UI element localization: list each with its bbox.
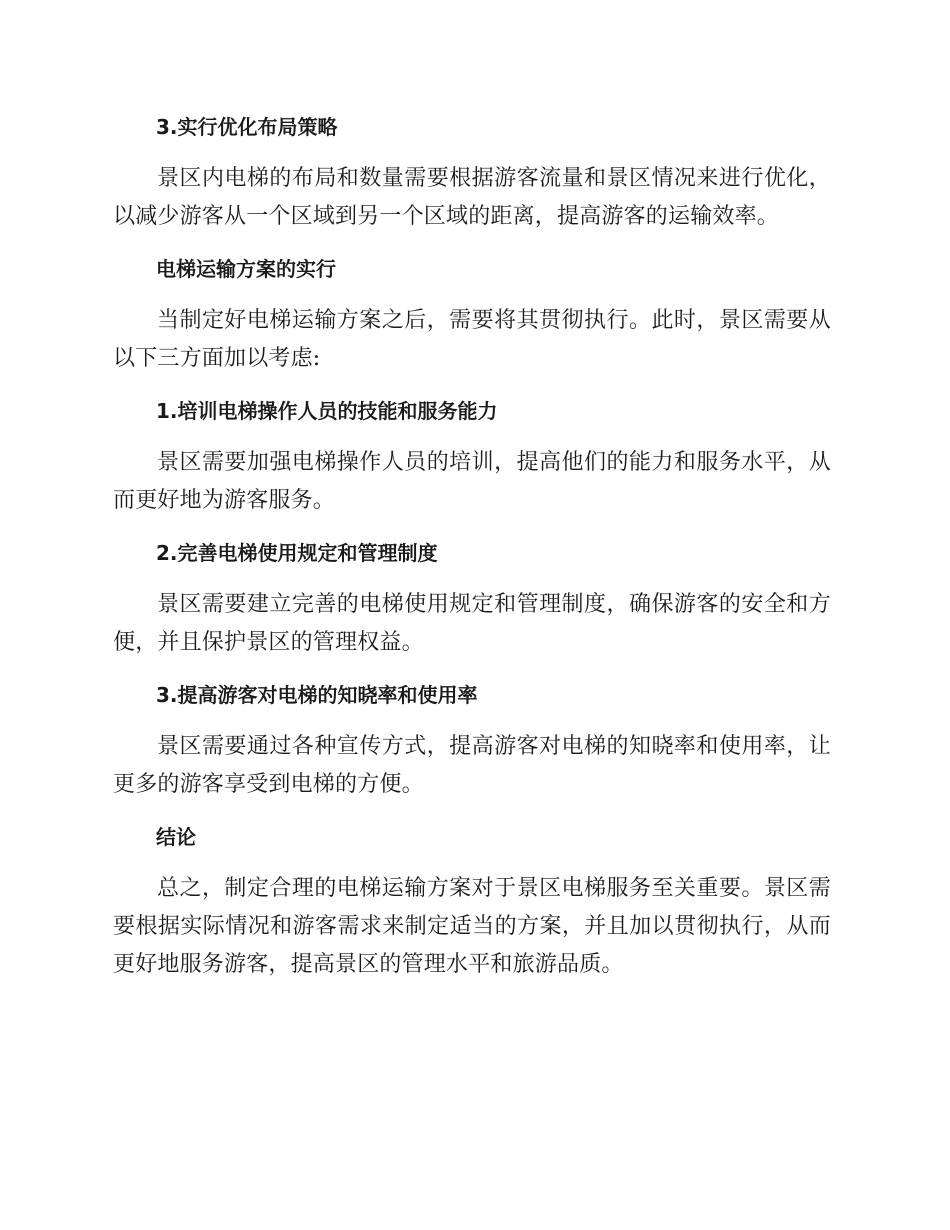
paragraph-implementation: 当制定好电梯运输方案之后，需要将其贯彻执行。此时，景区需要从以下三方面加以考虑: xyxy=(113,308,831,371)
paragraph-optimize-layout: 景区内电梯的布局和数量需要根据游客流量和景区情况来进行优化，以减少游客从一个区域到另一个区域的距离，提高游客的运输效率。 xyxy=(113,166,831,229)
paragraph-training: 景区需要加强电梯操作人员的培训，提高他们的能力和服务水平，从而更好地为游客服务。 xyxy=(113,450,831,513)
paragraph-awareness: 景区需要通过各种宣传方式，提高游客对电梯的知晓率和使用率，让更多的游客享受到电梯的方便。 xyxy=(113,734,831,797)
paragraph-regulations: 景区需要建立完善的电梯使用规定和管理制度，确保游客的安全和方便，并且保护景区的管理权益。 xyxy=(113,592,831,655)
paragraph-conclusion: 总之，制定合理的电梯运输方案对于景区电梯服务至关重要。景区需要根据实际情况和游客需求来制定适当的方案，并且加以贯彻执行，从而更好地服务游客，提高景区的管理水平和旅游品质。 xyxy=(113,876,831,977)
section-heading-conclusion: 结论 xyxy=(156,825,196,849)
document-page xyxy=(113,108,831,998)
section-heading-optimize-layout: 3.实行优化布局策略 xyxy=(156,115,338,139)
section-heading-implementation: 电梯运输方案的实行 xyxy=(156,257,336,281)
section-heading-training: 1.培训电梯操作人员的技能和服务能力 xyxy=(156,399,498,423)
section-heading-awareness: 3.提高游客对电梯的知晓率和使用率 xyxy=(156,683,478,707)
section-heading-regulations: 2.完善电梯使用规定和管理制度 xyxy=(156,541,438,565)
